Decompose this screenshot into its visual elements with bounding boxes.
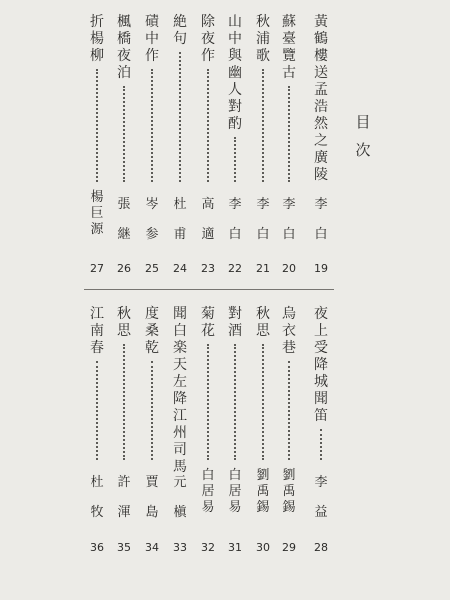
entry-title: 秋 思 [256,306,270,339]
entry-author: 高 適 [201,197,215,242]
page-number: 36 [90,541,104,554]
entry-author: 張 継 [117,197,131,242]
page-number: 34 [145,541,159,554]
entry-author: 杜 甫 [173,197,187,242]
entry-title: 折 楊 柳 [90,14,104,64]
entry-author: 李 白 [256,197,270,242]
entry-title: 聞 白 楽 天 左 降 江 州 司 馬 [173,306,187,475]
entry-author: 楊 巨 源 [90,190,104,237]
heading-char-1: 目 [355,113,371,131]
page-number: 26 [117,262,131,275]
leader-dots [262,344,264,460]
toc-entry[interactable] [310,0,332,600]
page-number: 32 [201,541,215,554]
entry-author: 李 白 [314,197,328,242]
entry-author: 李 白 [228,197,242,242]
leader-dots [234,344,236,460]
page-number: 20 [282,262,296,275]
leader-dots [320,429,322,460]
entry-title: 秋 思 [117,306,131,339]
page-number: 23 [201,262,215,275]
page-number: 22 [228,262,242,275]
page-number: 21 [256,262,270,275]
page-number: 28 [314,541,328,554]
entry-author: 杜 牧 [90,475,104,520]
leader-dots [96,361,98,460]
page-number: 24 [173,262,187,275]
leader-dots [288,361,290,460]
toc-heading [352,108,374,164]
leader-dots [151,361,153,460]
entry-title: 黃 鶴 樓 送 孟 浩 然 之 廣 陵 [314,14,328,183]
entry-title: 烏 衣 巷 [282,306,296,356]
entry-author: 李 益 [314,475,328,520]
toc-entry[interactable] [86,0,108,600]
leader-dots [207,344,209,460]
toc-entry[interactable] [113,0,135,600]
entry-author: 白 居 易 [201,468,215,515]
page-number: 35 [117,541,131,554]
toc-entry[interactable] [224,0,246,600]
entry-author: 岑 参 [145,197,159,242]
entry-title: 楓 橋 夜 泊 [117,14,131,81]
entry-author: 白 居 易 [228,468,242,515]
page-number: 29 [282,541,296,554]
page-number: 19 [314,262,328,275]
entry-title: 除 夜 作 [201,14,215,64]
toc-entry[interactable] [169,0,191,600]
entry-title: 磧 中 作 [145,14,159,64]
entry-title: 絶 句 [173,14,187,47]
toc-entry[interactable] [278,0,300,600]
entry-title: 山 中 與 幽 人 對 酌 [228,14,242,132]
entry-author: 劉 禹 錫 [282,468,296,515]
entry-author: 許 渾 [117,475,131,520]
entry-author: 李 白 [282,197,296,242]
page-number: 27 [90,262,104,275]
entry-title: 秋 浦 歌 [256,14,270,64]
entry-title: 度 桑 乾 [145,306,159,356]
entry-author: 元 槇 [173,475,187,520]
toc-entry[interactable] [141,0,163,600]
entry-title: 江 南 春 [90,306,104,356]
entry-title: 蘇 臺 覽 古 [282,14,296,81]
entry-title: 菊 花 [201,306,215,339]
entry-author: 劉 禹 錫 [256,468,270,515]
page-number: 25 [145,262,159,275]
page-number: 30 [256,541,270,554]
toc-entry[interactable] [252,0,274,600]
entry-author: 賈 島 [145,475,159,520]
page-number: 33 [173,541,187,554]
leader-dots [123,344,125,460]
entry-title: 夜 上 受 降 城 聞 笛 [314,306,328,424]
toc-entry[interactable] [197,0,219,600]
page-number: 31 [228,541,242,554]
entry-title: 對 酒 [228,306,242,339]
heading-char-2: 次 [355,141,371,159]
